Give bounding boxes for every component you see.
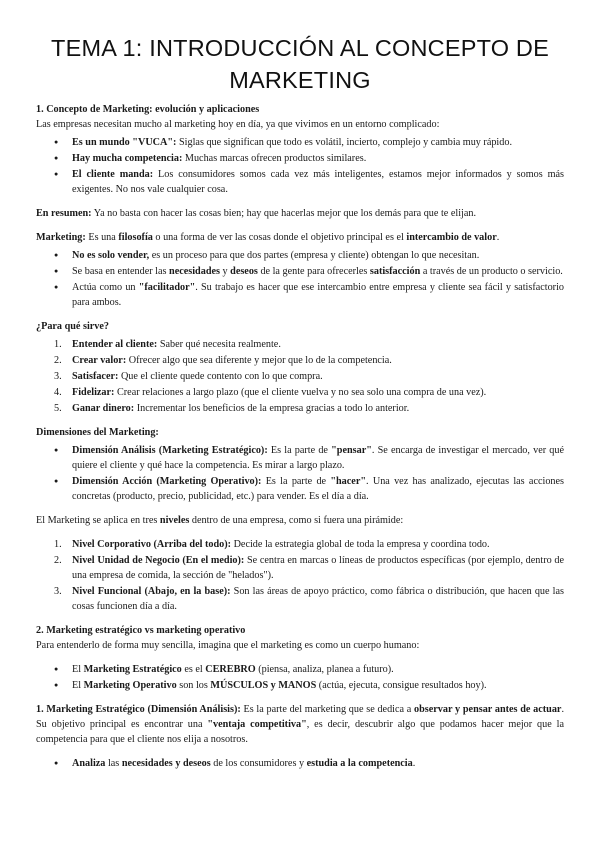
list-item: ● Dimensión Análisis (Marketing Estratégico): Es la parte de "pensar". Se encarga de investigar el mercado, ver qué quiere el cliente y qué hace la competencia. Es mirar a largo plazo. — [36, 443, 564, 473]
niveles-intro: El Marketing se aplica en tres niveles dentro de una empresa, como si fuera una pirámide: — [36, 515, 404, 526]
section-2-intro: Para entenderlo de forma muy sencilla, imagina que el marketing es como un cuerpo humano: — [36, 640, 420, 651]
section-2-heading: 2. Marketing estratégico vs marketing operativo — [36, 625, 246, 636]
page-title: TEMA 1: INTRODUCCIÓN AL CONCEPTO DE MARKETING — [51, 35, 549, 93]
dimensiones-list — [36, 443, 564, 504]
list-item: ● Analiza las necesidades y deseos de los consumidores y estudia a la competencia. — [36, 756, 564, 771]
list-item: 5. Ganar dinero: Incrementar los beneficios de la empresa gracias a todo lo anterior. — [54, 403, 410, 414]
list-item: 3. Satisfacer: Que el cliente quede contento con lo que compra. — [54, 371, 323, 382]
summary-paragraph: En resumen: Ya no basta con hacer las cosas bien; hay que hacerlas mejor que los demás para que te elijan. — [36, 208, 477, 219]
estrategico-paragraph: 1. Marketing Estratégico (Dimensión Análisis): Es la parte del marketing que se dedica a observar y pensar antes de actuar. Su objetivo principal es encontrar una "ventaja competitiva", es decir, descubrir algo que podamos hacer mejor que la competencia para que el cliente nos elija a nosotros. — [36, 704, 564, 745]
section-1-list — [36, 135, 564, 197]
marketing-definition: Marketing: Es una filosofía o una forma de ver las cosas donde el objetivo principal es el intercambio de valor. — [36, 232, 500, 243]
dimensiones-heading: Dimensiones del Marketing: — [36, 427, 159, 438]
list-item: ● El cliente manda: Los consumidores somos cada vez más inteligentes, estamos mejor informados y somos más exigentes. No nos vale cualquier cosa. — [36, 167, 564, 197]
list-item: 2. Crear valor: Ofrecer algo que sea diferente y mejor que lo de la competencia. — [54, 355, 392, 366]
niveles-list — [36, 537, 564, 614]
list-item: ● Dimensión Acción (Marketing Operativo): Es la parte de "hacer". Una vez has analizado, ejecutas las acciones concretas (producto, precio, publicidad, etc.) para vender. Es el día a día. — [36, 474, 564, 504]
para-que-list — [36, 337, 564, 416]
estrategico-list — [36, 756, 564, 771]
list-item: ● Hay mucha competencia: Muchas marcas ofrecen productos similares. — [36, 151, 564, 166]
list-item: ● No es solo vender, es un proceso para que dos partes (empresa y cliente) obtengan lo que necesitan. — [36, 248, 564, 263]
list-item: ● Actúa como un "facilitador". Su trabajo es hacer que ese intercambio entre empresa y cliente sea fácil y satisfactorio para ambos. — [36, 280, 564, 310]
list-item: 1. Entender al cliente: Saber qué necesita realmente. — [54, 339, 281, 350]
para-que-heading: ¿Para qué sirve? — [36, 321, 109, 332]
list-item: 3. Nivel Funcional (Abajo, en la base): Son las áreas de apoyo práctico, como fábrica o distribución, que hacen que las cosas funcionen día a día. — [54, 586, 564, 612]
list-item: ● Se basa en entender las necesidades y deseos de la gente para ofrecerles satisfacción a través de un producto o servicio. — [36, 264, 564, 279]
marketing-list — [36, 248, 564, 310]
section-1-intro: Las empresas necesitan mucho al marketing hoy en día, ya que vivimos en un entorno complicado: — [36, 119, 440, 130]
section-1-heading: 1. Concepto de Marketing: evolución y aplicaciones — [36, 104, 260, 115]
section-2-list — [36, 662, 564, 693]
list-item: 2. Nivel Unidad de Negocio (En el medio): Se centra en marcas o líneas de productos específicas (por ejemplo, dentro de una empresa de comida, la sección de "helados"). — [54, 555, 565, 581]
list-item: 4. Fidelizar: Crear relaciones a largo plazo (que el cliente vuelva y no sea solo una compra de una vez). — [54, 387, 487, 398]
list-item: 1. Nivel Corporativo (Arriba del todo): Decide la estrategia global de toda la empresa y coordina todo. — [54, 539, 490, 550]
list-item: ● El Marketing Estratégico es el CEREBRO (piensa, analiza, planea a futuro). — [36, 662, 564, 677]
list-item: ● El Marketing Operativo son los MÚSCULOS y MANOS (actúa, ejecuta, consigue resultados hoy). — [36, 678, 564, 693]
list-item: ● Es un mundo "VUCA": Siglas que significan que todo es volátil, incierto, complejo y cambia muy rápido. — [36, 135, 564, 150]
